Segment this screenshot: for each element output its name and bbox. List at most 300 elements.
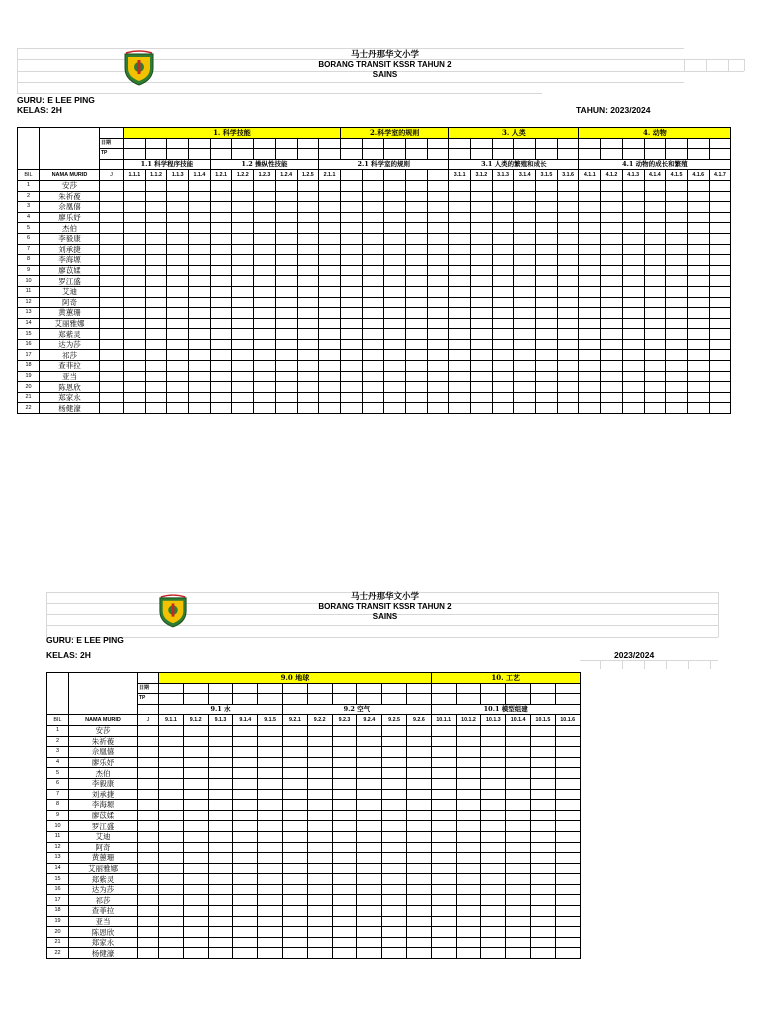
score-cell[interactable] — [456, 842, 481, 853]
score-cell[interactable] — [709, 371, 731, 382]
score-cell[interactable] — [471, 233, 493, 244]
score-cell[interactable] — [233, 937, 258, 948]
score-cell[interactable] — [258, 948, 283, 959]
score-cell[interactable] — [481, 736, 506, 747]
score-cell[interactable] — [536, 403, 558, 414]
tp-cell[interactable] — [297, 149, 319, 160]
score-cell[interactable] — [340, 403, 362, 414]
score-cell[interactable] — [362, 265, 384, 276]
score-cell[interactable] — [492, 318, 514, 329]
score-cell[interactable] — [145, 286, 167, 297]
score-cell[interactable] — [258, 736, 283, 747]
score-cell[interactable] — [275, 191, 297, 202]
score-cell[interactable] — [167, 265, 189, 276]
score-cell[interactable] — [189, 202, 211, 213]
j-cell[interactable] — [100, 202, 124, 213]
date-cell[interactable] — [555, 683, 580, 694]
score-cell[interactable] — [555, 778, 580, 789]
score-cell[interactable] — [644, 371, 666, 382]
score-cell[interactable] — [644, 244, 666, 255]
score-cell[interactable] — [622, 286, 644, 297]
score-cell[interactable] — [601, 318, 623, 329]
score-cell[interactable] — [384, 223, 406, 234]
score-cell[interactable] — [297, 223, 319, 234]
score-cell[interactable] — [307, 863, 332, 874]
score-cell[interactable] — [601, 255, 623, 266]
score-cell[interactable] — [506, 937, 531, 948]
score-cell[interactable] — [275, 318, 297, 329]
score-cell[interactable] — [297, 392, 319, 403]
date-cell[interactable] — [232, 138, 254, 149]
j-cell[interactable] — [100, 318, 124, 329]
date-cell[interactable] — [159, 683, 184, 694]
score-cell[interactable] — [536, 382, 558, 393]
score-cell[interactable] — [233, 736, 258, 747]
score-cell[interactable] — [555, 810, 580, 821]
score-cell[interactable] — [481, 725, 506, 736]
score-cell[interactable] — [332, 757, 357, 768]
score-cell[interactable] — [275, 329, 297, 340]
tp-cell[interactable] — [622, 149, 644, 160]
score-cell[interactable] — [492, 329, 514, 340]
score-cell[interactable] — [492, 286, 514, 297]
score-cell[interactable] — [471, 191, 493, 202]
score-cell[interactable] — [481, 821, 506, 832]
score-cell[interactable] — [384, 286, 406, 297]
score-cell[interactable] — [481, 789, 506, 800]
score-cell[interactable] — [449, 202, 471, 213]
score-cell[interactable] — [601, 233, 623, 244]
score-cell[interactable] — [357, 821, 382, 832]
score-cell[interactable] — [687, 329, 709, 340]
score-cell[interactable] — [431, 800, 456, 811]
score-cell[interactable] — [427, 392, 449, 403]
date-cell[interactable] — [189, 138, 211, 149]
score-cell[interactable] — [471, 223, 493, 234]
date-cell[interactable] — [579, 138, 601, 149]
score-cell[interactable] — [709, 297, 731, 308]
score-cell[interactable] — [167, 329, 189, 340]
score-cell[interactable] — [307, 948, 332, 959]
score-cell[interactable] — [183, 725, 208, 736]
score-cell[interactable] — [189, 180, 211, 191]
j-cell[interactable] — [138, 747, 159, 758]
score-cell[interactable] — [145, 212, 167, 223]
score-cell[interactable] — [233, 863, 258, 874]
score-cell[interactable] — [297, 382, 319, 393]
score-cell[interactable] — [666, 244, 688, 255]
score-cell[interactable] — [514, 223, 536, 234]
score-cell[interactable] — [579, 191, 601, 202]
score-cell[interactable] — [258, 725, 283, 736]
score-cell[interactable] — [557, 202, 579, 213]
score-cell[interactable] — [319, 265, 341, 276]
score-cell[interactable] — [183, 916, 208, 927]
score-cell[interactable] — [254, 392, 276, 403]
tp-cell[interactable] — [471, 149, 493, 160]
score-cell[interactable] — [275, 297, 297, 308]
date-cell[interactable] — [687, 138, 709, 149]
score-cell[interactable] — [254, 329, 276, 340]
score-cell[interactable] — [449, 244, 471, 255]
score-cell[interactable] — [189, 382, 211, 393]
score-cell[interactable] — [332, 747, 357, 758]
score-cell[interactable] — [449, 233, 471, 244]
score-cell[interactable] — [456, 916, 481, 927]
score-cell[interactable] — [319, 371, 341, 382]
score-cell[interactable] — [357, 884, 382, 895]
score-cell[interactable] — [167, 180, 189, 191]
score-cell[interactable] — [506, 906, 531, 917]
score-cell[interactable] — [124, 318, 146, 329]
j-cell[interactable] — [138, 757, 159, 768]
score-cell[interactable] — [687, 180, 709, 191]
score-cell[interactable] — [666, 202, 688, 213]
score-cell[interactable] — [492, 371, 514, 382]
score-cell[interactable] — [406, 821, 431, 832]
score-cell[interactable] — [687, 191, 709, 202]
score-cell[interactable] — [258, 842, 283, 853]
score-cell[interactable] — [687, 318, 709, 329]
score-cell[interactable] — [666, 371, 688, 382]
score-cell[interactable] — [159, 916, 184, 927]
score-cell[interactable] — [189, 223, 211, 234]
score-cell[interactable] — [210, 371, 232, 382]
j-cell[interactable] — [100, 265, 124, 276]
score-cell[interactable] — [431, 810, 456, 821]
score-cell[interactable] — [709, 382, 731, 393]
score-cell[interactable] — [183, 937, 208, 948]
score-cell[interactable] — [340, 361, 362, 372]
score-cell[interactable] — [449, 180, 471, 191]
score-cell[interactable] — [254, 276, 276, 287]
score-cell[interactable] — [319, 361, 341, 372]
score-cell[interactable] — [687, 276, 709, 287]
score-cell[interactable] — [208, 906, 233, 917]
score-cell[interactable] — [208, 842, 233, 853]
score-cell[interactable] — [644, 286, 666, 297]
score-cell[interactable] — [275, 392, 297, 403]
score-cell[interactable] — [382, 874, 407, 885]
tp-cell[interactable] — [514, 149, 536, 160]
score-cell[interactable] — [254, 382, 276, 393]
score-cell[interactable] — [357, 789, 382, 800]
score-cell[interactable] — [297, 318, 319, 329]
score-cell[interactable] — [644, 392, 666, 403]
score-cell[interactable] — [210, 202, 232, 213]
score-cell[interactable] — [449, 371, 471, 382]
j-cell[interactable] — [100, 244, 124, 255]
score-cell[interactable] — [275, 223, 297, 234]
score-cell[interactable] — [709, 223, 731, 234]
score-cell[interactable] — [406, 810, 431, 821]
score-cell[interactable] — [319, 255, 341, 266]
score-cell[interactable] — [644, 191, 666, 202]
score-cell[interactable] — [340, 286, 362, 297]
score-cell[interactable] — [319, 403, 341, 414]
score-cell[interactable] — [382, 810, 407, 821]
score-cell[interactable] — [622, 223, 644, 234]
score-cell[interactable] — [282, 916, 307, 927]
score-cell[interactable] — [145, 308, 167, 319]
tp-cell[interactable] — [601, 149, 623, 160]
score-cell[interactable] — [427, 329, 449, 340]
date-cell[interactable] — [427, 138, 449, 149]
score-cell[interactable] — [362, 233, 384, 244]
score-cell[interactable] — [189, 265, 211, 276]
score-cell[interactable] — [579, 265, 601, 276]
score-cell[interactable] — [431, 842, 456, 853]
score-cell[interactable] — [601, 265, 623, 276]
score-cell[interactable] — [183, 768, 208, 779]
score-cell[interactable] — [254, 233, 276, 244]
score-cell[interactable] — [557, 339, 579, 350]
score-cell[interactable] — [427, 318, 449, 329]
score-cell[interactable] — [456, 768, 481, 779]
j-cell[interactable] — [100, 371, 124, 382]
score-cell[interactable] — [456, 874, 481, 885]
score-cell[interactable] — [427, 276, 449, 287]
score-cell[interactable] — [275, 202, 297, 213]
score-cell[interactable] — [492, 297, 514, 308]
score-cell[interactable] — [555, 863, 580, 874]
j-cell[interactable] — [138, 927, 159, 938]
score-cell[interactable] — [431, 821, 456, 832]
score-cell[interactable] — [427, 297, 449, 308]
score-cell[interactable] — [362, 180, 384, 191]
score-cell[interactable] — [427, 403, 449, 414]
score-cell[interactable] — [481, 895, 506, 906]
score-cell[interactable] — [254, 202, 276, 213]
score-cell[interactable] — [449, 318, 471, 329]
score-cell[interactable] — [258, 906, 283, 917]
score-cell[interactable] — [384, 339, 406, 350]
score-cell[interactable] — [471, 244, 493, 255]
score-cell[interactable] — [405, 403, 427, 414]
score-cell[interactable] — [514, 180, 536, 191]
score-cell[interactable] — [506, 927, 531, 938]
score-cell[interactable] — [297, 233, 319, 244]
tp-cell[interactable] — [555, 694, 580, 705]
score-cell[interactable] — [332, 821, 357, 832]
score-cell[interactable] — [456, 789, 481, 800]
score-cell[interactable] — [644, 382, 666, 393]
date-cell[interactable] — [506, 683, 531, 694]
score-cell[interactable] — [282, 874, 307, 885]
score-cell[interactable] — [183, 821, 208, 832]
score-cell[interactable] — [384, 308, 406, 319]
score-cell[interactable] — [506, 821, 531, 832]
score-cell[interactable] — [275, 276, 297, 287]
score-cell[interactable] — [319, 297, 341, 308]
tp-cell[interactable] — [449, 149, 471, 160]
score-cell[interactable] — [145, 265, 167, 276]
score-cell[interactable] — [159, 853, 184, 864]
tp-cell[interactable] — [427, 149, 449, 160]
score-cell[interactable] — [406, 884, 431, 895]
tp-cell[interactable] — [208, 694, 233, 705]
tp-cell[interactable] — [124, 149, 146, 160]
score-cell[interactable] — [210, 233, 232, 244]
score-cell[interactable] — [210, 382, 232, 393]
score-cell[interactable] — [666, 308, 688, 319]
score-cell[interactable] — [406, 800, 431, 811]
score-cell[interactable] — [579, 223, 601, 234]
score-cell[interactable] — [492, 350, 514, 361]
score-cell[interactable] — [405, 382, 427, 393]
score-cell[interactable] — [145, 297, 167, 308]
score-cell[interactable] — [709, 329, 731, 340]
score-cell[interactable] — [210, 392, 232, 403]
score-cell[interactable] — [145, 191, 167, 202]
tp-cell[interactable] — [362, 149, 384, 160]
score-cell[interactable] — [506, 853, 531, 864]
score-cell[interactable] — [208, 757, 233, 768]
score-cell[interactable] — [362, 191, 384, 202]
score-cell[interactable] — [687, 212, 709, 223]
score-cell[interactable] — [307, 884, 332, 895]
score-cell[interactable] — [709, 276, 731, 287]
score-cell[interactable] — [579, 286, 601, 297]
score-cell[interactable] — [183, 831, 208, 842]
score-cell[interactable] — [666, 180, 688, 191]
j-cell[interactable] — [100, 212, 124, 223]
score-cell[interactable] — [471, 339, 493, 350]
score-cell[interactable] — [456, 831, 481, 842]
score-cell[interactable] — [531, 800, 556, 811]
score-cell[interactable] — [492, 202, 514, 213]
score-cell[interactable] — [254, 318, 276, 329]
j-cell[interactable] — [100, 361, 124, 372]
score-cell[interactable] — [307, 778, 332, 789]
score-cell[interactable] — [481, 810, 506, 821]
score-cell[interactable] — [531, 906, 556, 917]
score-cell[interactable] — [357, 948, 382, 959]
score-cell[interactable] — [514, 350, 536, 361]
score-cell[interactable] — [208, 747, 233, 758]
score-cell[interactable] — [622, 297, 644, 308]
score-cell[interactable] — [254, 244, 276, 255]
score-cell[interactable] — [449, 392, 471, 403]
score-cell[interactable] — [233, 810, 258, 821]
score-cell[interactable] — [449, 308, 471, 319]
date-cell[interactable] — [258, 683, 283, 694]
score-cell[interactable] — [405, 361, 427, 372]
score-cell[interactable] — [514, 308, 536, 319]
score-cell[interactable] — [557, 308, 579, 319]
score-cell[interactable] — [531, 831, 556, 842]
tp-cell[interactable] — [481, 694, 506, 705]
score-cell[interactable] — [709, 233, 731, 244]
score-cell[interactable] — [405, 202, 427, 213]
score-cell[interactable] — [210, 223, 232, 234]
score-cell[interactable] — [644, 276, 666, 287]
score-cell[interactable] — [579, 297, 601, 308]
score-cell[interactable] — [536, 202, 558, 213]
score-cell[interactable] — [319, 392, 341, 403]
score-cell[interactable] — [449, 329, 471, 340]
score-cell[interactable] — [622, 350, 644, 361]
score-cell[interactable] — [492, 403, 514, 414]
tp-cell[interactable] — [233, 694, 258, 705]
score-cell[interactable] — [709, 361, 731, 372]
score-cell[interactable] — [506, 768, 531, 779]
score-cell[interactable] — [622, 339, 644, 350]
score-cell[interactable] — [536, 297, 558, 308]
score-cell[interactable] — [536, 286, 558, 297]
score-cell[interactable] — [210, 265, 232, 276]
score-cell[interactable] — [297, 255, 319, 266]
score-cell[interactable] — [449, 255, 471, 266]
score-cell[interactable] — [427, 371, 449, 382]
score-cell[interactable] — [555, 842, 580, 853]
score-cell[interactable] — [254, 297, 276, 308]
score-cell[interactable] — [233, 821, 258, 832]
score-cell[interactable] — [666, 233, 688, 244]
score-cell[interactable] — [492, 308, 514, 319]
score-cell[interactable] — [210, 191, 232, 202]
score-cell[interactable] — [307, 757, 332, 768]
score-cell[interactable] — [332, 842, 357, 853]
tp-cell[interactable] — [332, 694, 357, 705]
score-cell[interactable] — [382, 747, 407, 758]
score-cell[interactable] — [382, 863, 407, 874]
score-cell[interactable] — [449, 223, 471, 234]
score-cell[interactable] — [307, 937, 332, 948]
score-cell[interactable] — [159, 874, 184, 885]
score-cell[interactable] — [357, 725, 382, 736]
score-cell[interactable] — [145, 318, 167, 329]
score-cell[interactable] — [709, 350, 731, 361]
score-cell[interactable] — [232, 286, 254, 297]
score-cell[interactable] — [405, 276, 427, 287]
score-cell[interactable] — [332, 800, 357, 811]
score-cell[interactable] — [431, 916, 456, 927]
score-cell[interactable] — [431, 874, 456, 885]
score-cell[interactable] — [167, 191, 189, 202]
score-cell[interactable] — [481, 927, 506, 938]
score-cell[interactable] — [282, 810, 307, 821]
tp-cell[interactable] — [666, 149, 688, 160]
score-cell[interactable] — [536, 339, 558, 350]
score-cell[interactable] — [492, 265, 514, 276]
score-cell[interactable] — [124, 329, 146, 340]
score-cell[interactable] — [456, 757, 481, 768]
score-cell[interactable] — [382, 884, 407, 895]
score-cell[interactable] — [427, 233, 449, 244]
j-cell[interactable] — [138, 778, 159, 789]
score-cell[interactable] — [531, 853, 556, 864]
score-cell[interactable] — [384, 361, 406, 372]
score-cell[interactable] — [579, 276, 601, 287]
score-cell[interactable] — [506, 884, 531, 895]
score-cell[interactable] — [506, 842, 531, 853]
date-cell[interactable] — [536, 138, 558, 149]
score-cell[interactable] — [124, 191, 146, 202]
score-cell[interactable] — [332, 778, 357, 789]
score-cell[interactable] — [275, 233, 297, 244]
j-cell[interactable] — [138, 725, 159, 736]
score-cell[interactable] — [124, 223, 146, 234]
score-cell[interactable] — [233, 800, 258, 811]
score-cell[interactable] — [579, 244, 601, 255]
score-cell[interactable] — [579, 392, 601, 403]
score-cell[interactable] — [282, 736, 307, 747]
score-cell[interactable] — [431, 747, 456, 758]
score-cell[interactable] — [555, 937, 580, 948]
score-cell[interactable] — [297, 350, 319, 361]
score-cell[interactable] — [579, 233, 601, 244]
